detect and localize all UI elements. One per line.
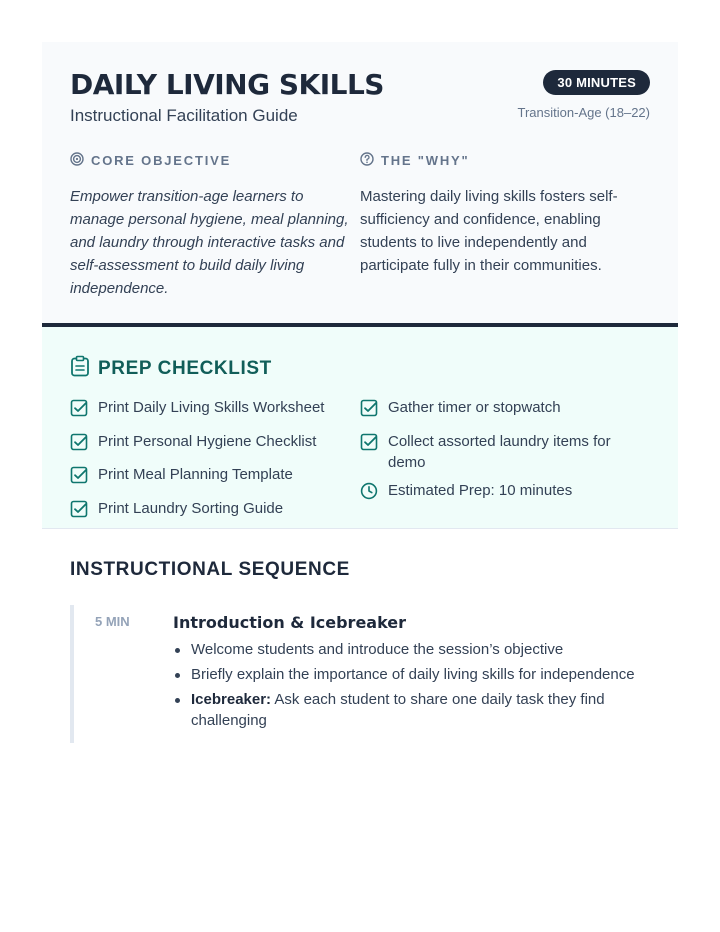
prep-item-text: Print Daily Living Skills Worksheet: [98, 399, 325, 416]
step-title: Introduction & Icebreaker: [173, 613, 407, 632]
header-section: [42, 42, 678, 327]
prep-estimate: [360, 480, 650, 506]
instructional-sequence-section: [42, 529, 678, 743]
lesson-plan-page: [42, 42, 678, 743]
clock-icon: [360, 480, 388, 506]
clipboard-icon: [70, 355, 98, 383]
prep-checklist-label: PREP CHECKLIST: [98, 358, 272, 379]
core-objective-label: CORE OBJECTIVE: [91, 153, 232, 168]
checkbox-checked-icon: [360, 431, 388, 457]
page-subtitle: Instructional Facilitation Guide: [70, 106, 298, 125]
prep-item-text: Print Meal Planning Template: [98, 466, 293, 483]
prep-column-right: [360, 397, 650, 531]
step-bullet-list: [173, 639, 650, 731]
prep-item: [70, 464, 360, 490]
the-why: [360, 152, 650, 300]
header-meta: [518, 68, 650, 120]
list-item: Briefly explain the importance of daily living skills for independence: [173, 664, 643, 685]
checkbox-checked-icon: [70, 464, 98, 490]
checkbox-checked-icon: [360, 397, 388, 423]
the-why-heading: [360, 152, 650, 169]
prep-item: [360, 431, 650, 473]
icebreaker-label: Icebreaker:: [191, 691, 272, 708]
checkbox-checked-icon: [70, 397, 98, 423]
the-why-label: THE "WHY": [381, 153, 470, 168]
prep-item: [70, 431, 360, 457]
question-circle-icon: [360, 152, 381, 169]
audience-label: Transition-Age (18–22): [517, 105, 650, 120]
core-objective-text: Empower transition-age learners to manage personal hygiene, meal planning, and laundry through interactive tasks and self-assessment to build daily living independence.: [70, 188, 349, 297]
prep-checklist-section: [42, 327, 678, 529]
prep-item-text: Print Personal Hygiene Checklist: [98, 432, 317, 450]
instructional-sequence-title: INSTRUCTIONAL SEQUENCE: [70, 559, 350, 580]
step-duration: 5 MIN: [95, 614, 130, 629]
prep-item-text: Print Laundry Sorting Guide: [98, 499, 284, 517]
prep-checklist-title: [70, 355, 650, 383]
prep-item: [70, 498, 360, 524]
prep-column-left: [70, 397, 360, 531]
core-objective-heading: [70, 152, 360, 169]
checkbox-checked-icon: [70, 431, 98, 457]
duration-badge: 30 MINUTES: [543, 70, 650, 95]
objective-why-columns: [70, 152, 650, 300]
list-item: [173, 689, 643, 731]
the-why-text: Mastering daily living skills fosters self-sufficiency and confidence, enabling students to live independently and participate fully in their communities.: [360, 188, 618, 274]
checkbox-checked-icon: [70, 498, 98, 524]
prep-item: [360, 397, 650, 423]
prep-estimate-text: Estimated Prep: 10 minutes: [388, 482, 573, 499]
prep-checklist-grid: [70, 397, 650, 531]
sequence-step: [70, 605, 650, 743]
icebreaker-text: Ask each student to share one daily task they find challenging: [191, 691, 605, 729]
step-body: [173, 613, 650, 735]
prep-item-text: Gather timer or stopwatch: [388, 399, 561, 416]
header-top: [70, 68, 650, 126]
target-icon: [70, 152, 91, 169]
prep-item-text: Collect assorted laundry items for demo: [388, 432, 611, 471]
list-item: Welcome students and introduce the session’s objective: [173, 639, 643, 660]
prep-item: [70, 397, 360, 423]
page-title: DAILY LIVING SKILLS: [70, 68, 384, 101]
core-objective: [70, 152, 360, 300]
